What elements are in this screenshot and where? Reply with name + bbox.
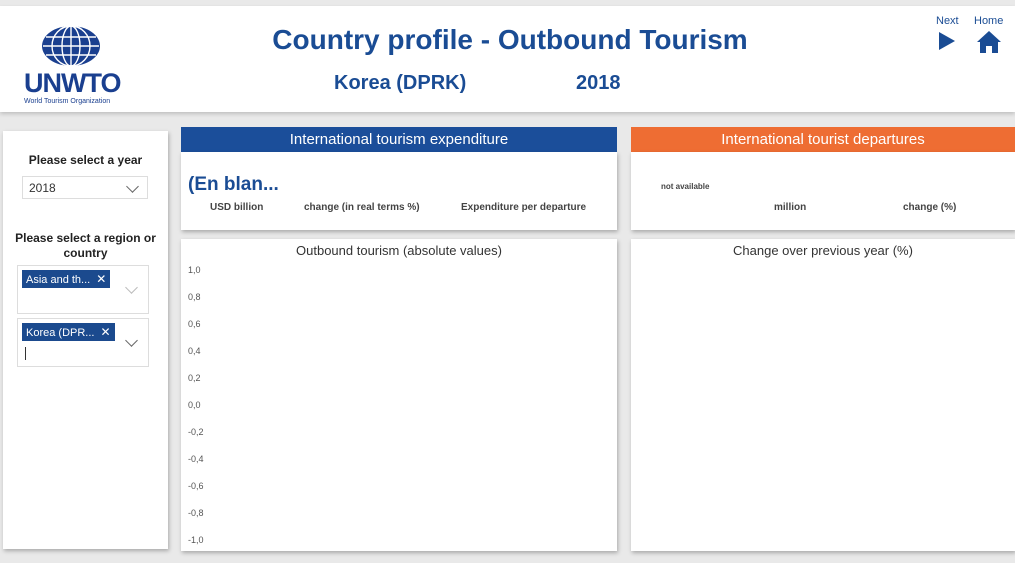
change-real-terms-label: change (in real terms %) — [304, 202, 420, 213]
region-filter-title: Please select a region or country — [15, 231, 156, 260]
chevron-down-icon — [125, 334, 138, 347]
chart-title: Outbound tourism (absolute values) — [296, 243, 502, 258]
selected-year: 2018 — [576, 72, 621, 94]
region-chip-label: Asia and th... — [26, 274, 91, 286]
selected-country: Korea (DPRK) — [334, 72, 467, 94]
text-cursor — [25, 347, 26, 360]
close-icon[interactable]: ✕ — [100, 325, 111, 339]
departures-card — [631, 152, 1015, 230]
unwto-globe-logo — [40, 24, 102, 68]
y-tick-label: 0,8 — [188, 292, 201, 302]
y-tick-label: 0,2 — [188, 373, 201, 383]
chevron-down-icon — [126, 180, 139, 193]
filter-panel — [3, 131, 168, 549]
million-label: million — [774, 202, 807, 213]
year-dropdown-value: 2018 — [29, 181, 56, 195]
y-tick-label: 1,0 — [188, 265, 201, 275]
region-chip[interactable] — [22, 270, 110, 288]
year-dropdown[interactable] — [22, 176, 148, 199]
page-title: Country profile - Outbound Tourism — [272, 24, 748, 55]
close-icon[interactable]: ✕ — [96, 272, 107, 286]
expenditure-value: (En blan... — [188, 174, 279, 195]
usd-billion-label: USD billion — [210, 202, 264, 213]
year-filter-title: Please select a year — [28, 153, 143, 167]
y-tick-label: -0,6 — [188, 481, 204, 491]
region-slicer[interactable] — [17, 265, 149, 314]
next-label[interactable]: Next — [936, 15, 959, 27]
y-tick-label: 0,0 — [188, 400, 201, 410]
next-icon[interactable] — [938, 31, 956, 51]
y-tick-label: -0,4 — [188, 454, 204, 464]
chevron-down-icon — [125, 281, 138, 294]
y-tick-label: 0,4 — [188, 346, 201, 356]
change-over-previous-year-chart — [631, 239, 1015, 551]
not-available-text: not available — [661, 182, 710, 191]
country-chip[interactable] — [22, 323, 115, 341]
home-label[interactable]: Home — [974, 15, 1004, 27]
logo-wordmark: UNWTO — [24, 68, 121, 98]
y-tick-label: -0,8 — [188, 508, 204, 518]
report-header — [0, 6, 1015, 112]
expenditure-header: International tourism expenditure — [181, 127, 617, 152]
logo-subtitle: World Tourism Organization — [24, 98, 111, 105]
expenditure-card — [181, 152, 617, 230]
absolute-values-chart — [181, 239, 617, 551]
chart-title: Change over previous year (%) — [733, 243, 913, 258]
y-tick-label: -1,0 — [188, 535, 204, 545]
country-chip-label: Korea (DPR... — [26, 327, 95, 339]
departures-header: International tourist departures — [631, 127, 1015, 152]
y-tick-label: -0,2 — [188, 427, 204, 437]
change-percent-label: change (%) — [903, 202, 957, 213]
home-icon[interactable] — [976, 30, 1002, 54]
y-tick-label: 0,6 — [188, 319, 201, 329]
expenditure-per-departure-label: Expenditure per departure — [461, 202, 587, 213]
country-slicer[interactable] — [17, 318, 149, 367]
